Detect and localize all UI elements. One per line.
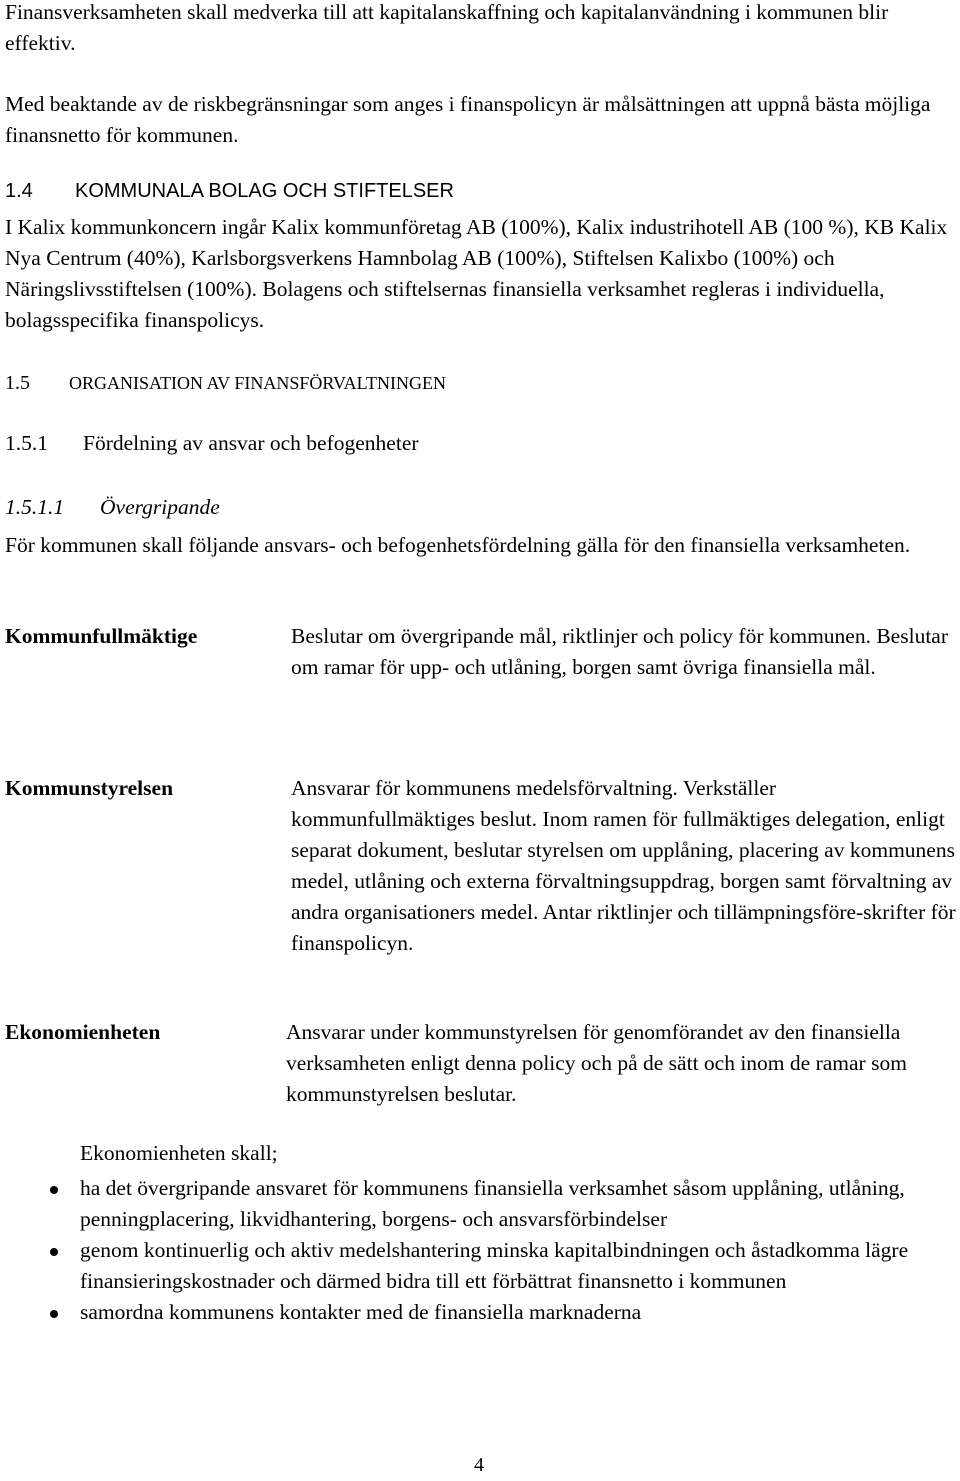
intro-paragraph-2: Med beaktande av de riskbegränsningar som anges i finanspolicyn är målsättningen att uppnå bästa möjliga finansnetto för kommunen. [5, 92, 931, 147]
section-title: Fördelning av ansvar och befogenheter [83, 431, 419, 455]
role-name-ekonomienheten: Ekonomienheten [5, 1020, 161, 1044]
section-title: ORGANISATION AV FINANSFÖRVALTNINGEN [69, 373, 446, 393]
section-number: 1.5.1.1 [5, 495, 65, 519]
section-number: 1.4 [5, 180, 33, 202]
section-title: Övergripande [100, 495, 220, 519]
bullet-icon [50, 1248, 58, 1256]
section-heading-1-5 [5, 368, 446, 399]
companies-paragraph: I Kalix kommunkoncern ingår Kalix kommunföretag AB (100%), Kalix industrihotell AB (100 %), KB Kalix Nya Centrum (40%), Karlsborgsverkens Hamnbolag AB (100%), Stiftelsen Kalixbo (100%) och Näringslivsstiftelsen (100%). Bolagens och stiftelsernas finansiella verksamhet regleras i individuella, bolagsspecifika finanspolicys. [5, 215, 948, 332]
role-text-kommunfullmaktige: Beslutar om övergripande mål, riktlinjer och policy för kommunen. Beslutar om ramar för upp- och utlåning, borgen samt övriga finansiella mål. [291, 624, 948, 679]
list-item [0, 1173, 920, 1235]
list-item [0, 1235, 920, 1297]
section-heading-1-5-1 [5, 428, 419, 459]
section-heading-1-5-1-1 [5, 492, 220, 523]
section-number: 1.5.1 [5, 431, 48, 455]
role-text-ekonomienheten: Ansvarar under kommunstyrelsen för genomförandet av den finansiella verksamheten enligt denna policy och på de sätt och inom de ramar som kommunstyrelsen beslutar. [286, 1020, 907, 1106]
role-name-kommunfullmaktige: Kommunfullmäktige [5, 624, 198, 648]
section-number: 1.5 [5, 372, 30, 394]
bullet-icon [50, 1310, 58, 1318]
page-number: 4 [474, 1454, 484, 1476]
list-item-text: ha det övergripande ansvaret för kommunens finansiella verksamhet såsom upplåning, utlåning, penningplacering, likvidhantering, borgens- och ansvarsförbindelser [80, 1176, 905, 1231]
intro-paragraph-1: Finansverksamheten skall medverka till att kapitalanskaffning och kapitalanvändning i kommunen blir effektiv. [5, 0, 889, 55]
list-item-text: samordna kommunens kontakter med de finansiella marknaderna [80, 1300, 642, 1324]
role-name-kommunstyrelsen: Kommunstyrelsen [5, 776, 174, 800]
responsibility-paragraph: För kommunen skall följande ansvars- och befogenhetsfördelning gälla för den finansiella verksamheten. [5, 533, 911, 557]
section-heading-1-4 [5, 176, 454, 207]
role-text-kommunstyrelsen: Ansvarar för kommunens medelsförvaltning. Verkställer kommunfullmäktiges beslut. Inom ramen för fullmäktiges delegation, enligt separat dokument, beslutar styrelsen om upplåning, placering av kommunens medel, utlåning och externa förvaltningsuppdrag, borgen samt förvaltning av andra organisationers medel. Antar riktlinjer och tillämpningsföre-skrifter för finanspolicyn. [291, 776, 956, 955]
list-item [0, 1297, 920, 1328]
list-intro: Ekonomienheten skall; [80, 1141, 278, 1165]
list-item-text: genom kontinuerlig och aktiv medelshantering minska kapitalbindningen och åstadkomma lägre finansieringskostnader och därmed bidra till ett förbättrat finansnetto i kommunen [80, 1238, 909, 1293]
bullet-icon [50, 1186, 58, 1194]
duties-list [0, 1173, 960, 1328]
section-title: KOMMUNALA BOLAG OCH STIFTELSER [75, 180, 454, 202]
